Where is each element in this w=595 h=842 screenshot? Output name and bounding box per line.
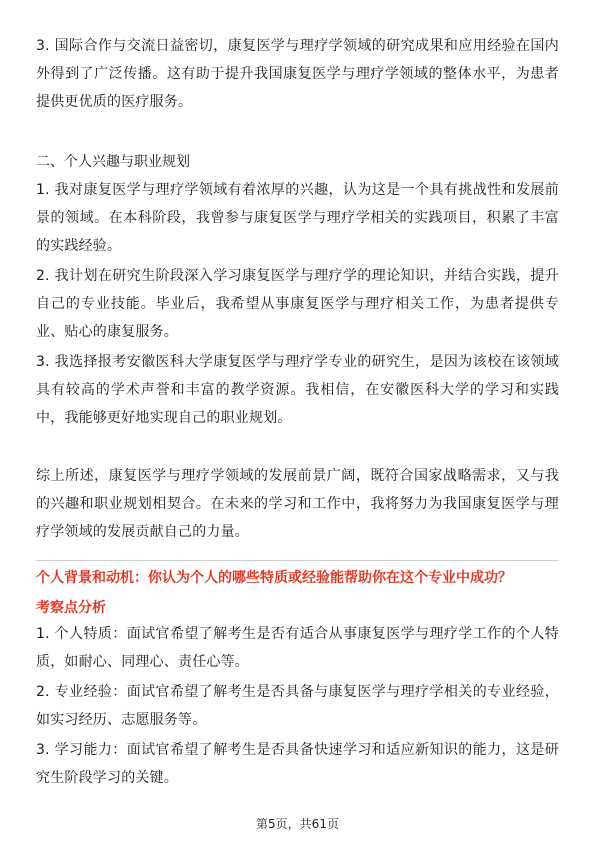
paragraph-interest-3: 3. 我选择报考安徽医科大学康复医学与理疗学专业的研究生，是因为该校在该领域具有较高的学术声誉和丰富的教学资源。我相信，在安徽医科大学的学习和实践中，我能够更好地实现自己的职业规划。 (36, 354, 559, 426)
paragraph-interest-1: 1. 我对康复医学与理疗学领域有着浓厚的兴趣，认为这是一个具有挑战性和发展前景的领域。在本科阶段，我曾参与康复医学与理疗学相关的实践项目，积累了丰富的实践经验。 (36, 182, 559, 254)
analysis-point-professional-experience: 2. 专业经验：面试官希望了解考生是否具备与康复医学与理疗学相关的专业经验，如实习经历、志愿服务等。 (36, 684, 559, 728)
section-heading-interest-career: 二、个人兴趣与职业规划 (36, 154, 190, 170)
analysis-heading: 考察点分析 (36, 600, 106, 616)
paragraph-summary: 综上所述，康复医学与理疗学领域的发展前景广阔，既符合国家战略需求，又与我的兴趣和职业规划相契合。在未来的学习和工作中，我将努力为我国康复医学与理疗学领域的发展贡献自己的力量。 (36, 468, 559, 540)
paragraph-international-cooperation: 3. 国际合作与交流日益密切，康复医学与理疗学领域的研究成果和应用经验在国内外得到了广泛传播。这有助于提升我国康复医学与理疗学领域的整体水平，为患者提供更优质的医疗服务。 (36, 38, 559, 110)
section-divider (36, 560, 559, 561)
page-indicator: 第5页，共61页 (256, 817, 339, 831)
analysis-point-learning-ability: 3. 学习能力：面试官希望了解考生是否具备快速学习和适应新知识的能力，这是研究生阶段学习的关键。 (36, 742, 559, 786)
interview-question: 个人背景和动机：你认为个人的哪些特质或经验能帮助你在这个专业中成功？ (36, 570, 512, 586)
paragraph-interest-2: 2. 我计划在研究生阶段深入学习康复医学与理疗学的理论知识，并结合实践，提升自己的专业技能。毕业后，我希望从事康复医学与理疗相关工作，为患者提供专业、贴心的康复服务。 (36, 268, 559, 340)
analysis-point-personal-traits: 1. 个人特质：面试官希望了解考生是否有适合从事康复医学与理疗学工作的个人特质，如耐心、同理心、责任心等。 (36, 626, 559, 670)
